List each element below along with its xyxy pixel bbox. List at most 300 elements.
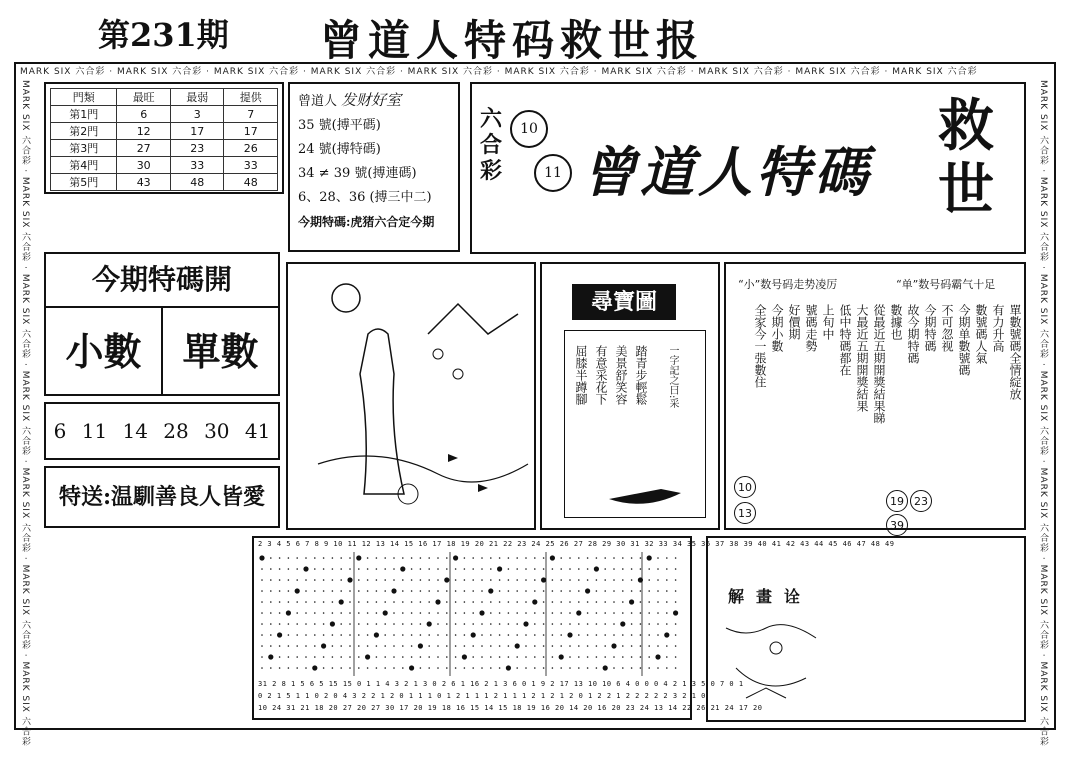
grid-dot [516,612,518,614]
grid-dot [455,590,457,592]
trend-line: 全家今一張數住 [753,304,767,388]
grid-dot [552,612,554,614]
grid-dot [534,568,536,570]
grid-dot [525,612,527,614]
banner-panel [470,82,1026,254]
trend-line: 號碼走勢 [804,304,818,352]
grid-dots [258,552,688,676]
grid-dot [384,557,386,559]
grid-dot [402,667,404,669]
grid-dot [560,579,562,581]
grid-dot [384,634,386,636]
grid-dot [393,623,395,625]
right-band: MARK SIX 六合彩 · MARK SIX 六合彩 · MARK SIX 六合彩 · MARK SIX 六合彩 · MARK SIX 六合彩 · MARK SIX 六合彩 · MARK SIX 六合彩 [1038,80,1048,747]
grid-dot [402,557,404,559]
grid-dot [455,634,457,636]
grid-dot [365,654,370,659]
grid-dot [569,623,571,625]
cell: 33 [170,157,224,174]
grid-dot [604,579,606,581]
grid-dot [464,623,466,625]
grid-dot [464,568,466,570]
grid-dot [376,667,378,669]
grid-dot [305,601,307,603]
grid-dot [288,634,290,636]
badges-left [734,476,756,524]
cell: 6 [117,106,171,123]
grid-dot [657,568,659,570]
grid-dot [499,656,501,658]
grid-dot [543,612,545,614]
grid-dot [314,579,316,581]
trend-line: 從最近五期開獎結果睇 [872,304,886,424]
grid-dot [516,557,518,559]
top-band: MARK SIX 六合彩 · MARK SIX 六合彩 · MARK SIX 六合彩 · MARK SIX 六合彩 · MARK SIX 六合彩 · MARK SIX 六合彩 · MARK SIX 六合彩 · MARK SIX 六合彩 · MARK SIX 六合彩 · MARK SIX 六合彩 [20,67,978,77]
cell: 26 [224,140,278,157]
grid-dot [596,612,598,614]
grid-dot [323,667,325,669]
grid-dot [428,601,430,603]
grid-dot [402,612,404,614]
grid-dot [666,568,668,570]
table-row [51,174,278,191]
trend-line: 不可忽视 [940,304,954,352]
cell: 3 [170,106,224,123]
grid-dot [578,590,580,592]
grid-dot [675,601,677,603]
grid-dot [261,645,263,647]
grid-dot [603,665,608,670]
grid-dot [367,579,369,581]
grid-dot [296,623,298,625]
grid-dot [464,590,466,592]
grid-dot [552,645,554,647]
grid-dot [552,634,554,636]
grid-dot [640,656,642,658]
grid-dot [479,610,484,615]
cell: 43 [117,174,171,191]
grid-dot [560,557,562,559]
grid-dot [622,601,624,603]
treasure-scroll [564,330,706,518]
grid-dot [567,632,572,637]
grid-dot [622,568,624,570]
grid-dot [332,667,334,669]
grid-dot [393,656,395,658]
grid-dot [552,590,554,592]
grid-dot [640,634,642,636]
grid-dot [508,601,510,603]
grid-dot [543,557,545,559]
grid-dot [675,590,677,592]
grid-dot [305,557,307,559]
grid-dot [604,645,606,647]
grid-dot [552,656,554,658]
grid-dot [332,634,334,636]
grid-dot [569,667,571,669]
trend-line: 今期特碼 [923,304,937,352]
grid-dot [323,601,325,603]
grid-dot [525,645,527,647]
grid-dot [358,612,360,614]
grid-dot [604,568,606,570]
grid-dot [420,601,422,603]
grid-dot [358,656,360,658]
grid-dot [499,557,501,559]
grid-dot [497,566,502,571]
grid-dot [631,579,633,581]
grid-dot [376,612,378,614]
grid-dot [490,601,492,603]
grid-dot [569,557,571,559]
grid-dot [578,601,580,603]
grid-dot [261,590,263,592]
grid-dot [420,667,422,669]
tips-header-signature: 发财好室 [341,91,402,109]
grid-dot [446,590,448,592]
grid-dot [648,645,650,647]
grid-dot [296,667,298,669]
grid-dot [481,601,483,603]
trend-line: 好價期 [787,304,801,340]
grid-dot [296,568,298,570]
grid-dot [666,623,668,625]
grid-dot [411,634,413,636]
badges-right [886,490,936,536]
grid-dot [648,634,650,636]
grid-dot [453,555,458,560]
grid-dot [631,645,633,647]
grid-dot [288,623,290,625]
grid-dot [314,568,316,570]
grid-dot [279,590,281,592]
grid-dot [270,634,272,636]
grid-dot [427,621,432,626]
grid-dot [305,579,307,581]
grid-dot [437,623,439,625]
grid-dot [648,656,650,658]
grid-dot [367,612,369,614]
number: 30 [204,419,230,443]
grid-dot [596,667,598,669]
grid-dot [613,601,615,603]
grid-dot [384,568,386,570]
grid-dot [279,568,281,570]
grid-dot [543,645,545,647]
grid-dot [499,645,501,647]
grid-dot [481,667,483,669]
grid-dot [340,590,342,592]
grid-dot [268,654,273,659]
grid-dot [472,667,474,669]
grid-dot [402,601,404,603]
grid-dot [569,656,571,658]
grid-dot [534,590,536,592]
grid-dot [411,656,413,658]
grid-dot [296,656,298,658]
grid-dot [270,623,272,625]
grid-dot [402,656,404,658]
gift-line: 特送:温馴善良人皆愛 [44,466,280,528]
grid-dot [655,654,660,659]
grid-dot [384,645,386,647]
grid-dot [270,612,272,614]
issue-number: 第231期 [98,16,229,54]
grid-dot [349,634,351,636]
grid-dot [446,601,448,603]
grid-dot [323,590,325,592]
number-badge: 39 [886,514,908,536]
grid-dot [340,579,342,581]
grid-dot [349,645,351,647]
grid-dot [472,557,474,559]
grid-dot [543,667,545,669]
grid-dot [314,656,316,658]
grid-dot [279,623,281,625]
grid-dot [437,579,439,581]
grid-dot [411,623,413,625]
banner-title-save: 救世 [938,93,994,223]
grid-dot [516,667,518,669]
grid-dot [349,557,351,559]
grid-dot [437,634,439,636]
grid-dot [446,667,448,669]
tip-today: 今期特碼:虎猪六合定今期 [298,215,435,229]
grid-dot [411,590,413,592]
grid-dot [666,667,668,669]
grid-dot [340,634,342,636]
grid-dot [305,590,307,592]
grid-dot [631,568,633,570]
trend-line: 大最近五期開獎結果 [855,304,869,412]
grid-dot [587,634,589,636]
grid-dot [314,590,316,592]
left-band: MARK SIX 六合彩 · MARK SIX 六合彩 · MARK SIX 六合彩 · MARK SIX 六合彩 · MARK SIX 六合彩 · MARK SIX 六合彩 · MARK SIX 六合彩 [20,80,30,747]
grid-dot [411,579,413,581]
grid-dot [622,557,624,559]
grid-dot [330,621,335,626]
grid-top-numbers: 2 3 4 5 6 7 8 9 10 11 12 13 14 15 16 17 18 19 20 21 22 23 24 25 26 27 28 29 30 31 32 33 34 35 36 37 38 39 40 41 42 43 44 45 46 47 48 49 [258,540,895,548]
grid-dot [446,557,448,559]
grid-dot [516,579,518,581]
grid-dot [525,579,527,581]
grid-dot [578,579,580,581]
grid-dot [560,601,562,603]
grid-dot [666,590,668,592]
grid-dot [323,656,325,658]
grid-dot [455,579,457,581]
grid-dot [506,665,511,670]
cell: 第5門 [51,174,117,191]
number: 41 [244,419,271,443]
grid-dot [622,634,624,636]
trend-line: 上旬中 [821,304,835,340]
grid-dot [332,579,334,581]
picture-title: 解畫诠 [728,587,813,606]
grid-dot [613,623,615,625]
grid-dot [464,612,466,614]
grid-dot [340,656,342,658]
grid-dot [631,590,633,592]
grid-dot [446,568,448,570]
cell: 48 [224,174,278,191]
grid-dot [321,643,326,648]
grid-dot [578,557,580,559]
grid-dot [411,645,413,647]
grid-dot [587,656,589,658]
masthead-title: 曾道人特码救世报 [320,16,705,65]
grid-dot [541,577,546,582]
grid-dot [613,590,615,592]
grid-dot [648,667,650,669]
grid-dot [569,601,571,603]
grid-dot [296,634,298,636]
grid-dot [543,568,545,570]
grid-dot [358,590,360,592]
grid-dot [534,623,536,625]
grid-dot [279,601,281,603]
grid-dot [490,623,492,625]
grid-dot [420,634,422,636]
grid-dot [604,634,606,636]
grid-dot [543,590,545,592]
grid-dot [464,634,466,636]
grid-dot [490,667,492,669]
grid-dot [437,612,439,614]
grid-dot [305,612,307,614]
grid-dot [428,590,430,592]
cell: 17 [170,123,224,140]
grid-dot [648,612,650,614]
grid-dot [270,645,272,647]
table-row [51,157,278,174]
tip-line: 24 號(搏特碼) [298,142,381,157]
grid-dot [587,601,589,603]
number-badge: 13 [734,502,756,524]
grid-dot [428,568,430,570]
grid-dot [340,667,342,669]
grid-dot [596,656,598,658]
grid-dot [525,590,527,592]
grid-dot [279,645,281,647]
grid-dot [640,645,642,647]
grid-dot [664,632,669,637]
trend-line: 低中特碼都在 [838,304,852,376]
grid-dot [349,656,351,658]
grid-dot [384,656,386,658]
grid-dot [534,667,536,669]
grid-dot [596,634,598,636]
grid-dot [560,667,562,669]
grid-dot [657,557,659,559]
grid-dot [340,568,342,570]
grid-dot [367,601,369,603]
grid-dot [569,568,571,570]
grid-dot [499,590,501,592]
grid-dot [640,557,642,559]
grid-dot [631,623,633,625]
trend-line: 單數號碼全情綻放 [1008,304,1022,400]
grid-dot [261,667,263,669]
grid-dot [587,568,589,570]
grid-dot [314,612,316,614]
grid-dot [393,634,395,636]
grid-dot [323,579,325,581]
grid-dot [587,557,589,559]
grid-dot [499,601,501,603]
grid-dot [314,623,316,625]
grid-dot [552,579,554,581]
grid-dot [393,612,395,614]
grid-dot [437,656,439,658]
grid-dot [532,599,537,604]
lottery-label: 六合彩 [480,106,503,184]
grid-dot [428,667,430,669]
grid-dot [305,667,307,669]
grid-dot [534,645,536,647]
grid-dot [472,612,474,614]
grid-dot [622,667,624,669]
grid-dot [490,656,492,658]
small-number-label: 小數 [46,308,163,396]
table-row [51,140,278,157]
grid-dot [552,667,554,669]
grid-dot [428,612,430,614]
grid-dot [666,645,668,647]
grid-dot [279,667,281,669]
grid-dot [640,623,642,625]
grid-dot [411,557,413,559]
ball-two: 11 [534,154,572,192]
grid-dot [455,667,457,669]
grid-dot [270,557,272,559]
grid-dot [560,590,562,592]
grid-dot [675,623,677,625]
grid-dot [420,656,422,658]
grid-dot [288,590,290,592]
grid-dot [543,656,545,658]
grid-dot [516,601,518,603]
grid-dot [523,621,528,626]
grid-dot [508,590,510,592]
grid-dot [420,612,422,614]
trend-line: 有力升高 [991,304,1005,352]
grid-dot [666,557,668,559]
grid-dot [332,612,334,614]
grid-dot [393,601,395,603]
open-panel [44,252,280,396]
grid-dot [673,610,678,615]
grid-dot [464,645,466,647]
grid-dot [296,612,298,614]
grid-dot [411,612,413,614]
grid-dot [666,612,668,614]
grid-dot [437,557,439,559]
poem-line: 屈膝半蹲腳 [574,345,588,405]
table-row [51,123,278,140]
grid-dot [657,579,659,581]
grid-dot [261,623,263,625]
grid-dot [464,601,466,603]
grid-dot [472,623,474,625]
grid-dot [569,645,571,647]
cell: 第2門 [51,123,117,140]
grid-dot [435,599,440,604]
grid-dot [613,634,615,636]
grid-dot [578,645,580,647]
grid-dot [286,610,291,615]
grid-dot [349,623,351,625]
